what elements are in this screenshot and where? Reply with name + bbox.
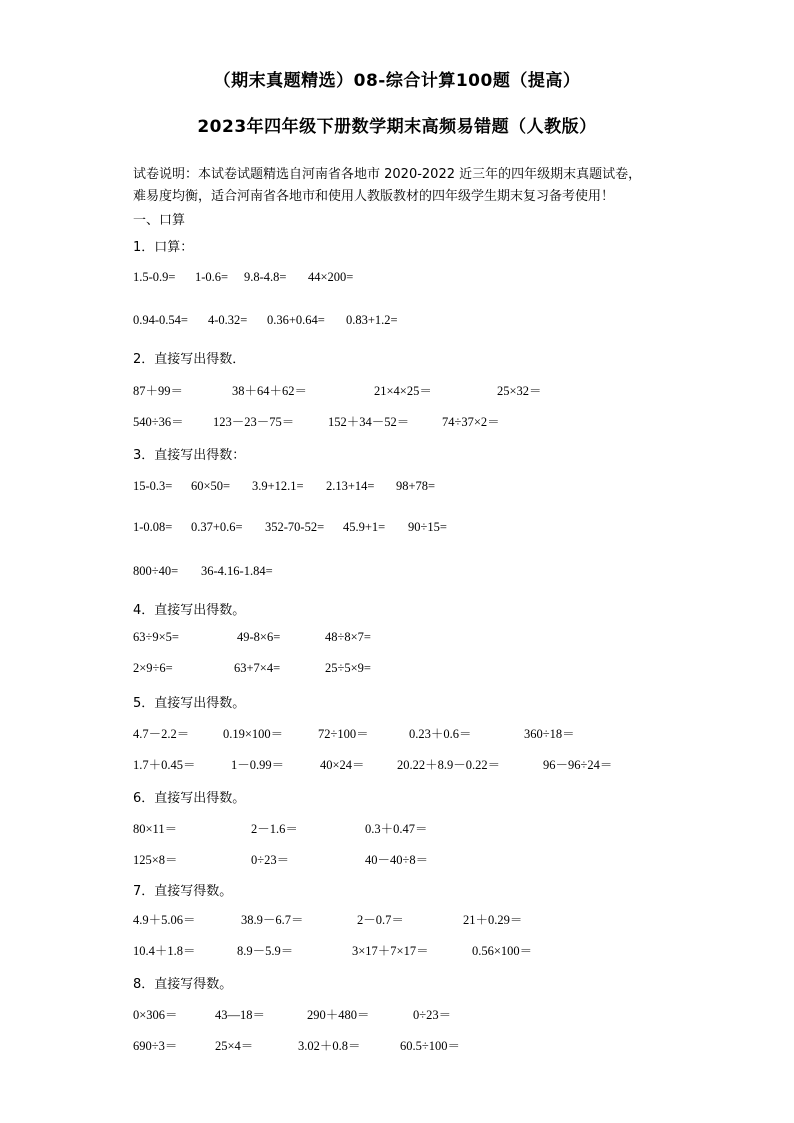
problem: 1－0.99＝ — [231, 758, 285, 772]
problem: 38＋64＋62＝ — [232, 384, 308, 398]
problem: 1.7＋0.45＝ — [133, 758, 196, 772]
problem: 36-4.16-1.84= — [201, 564, 273, 578]
problem: 0.19×100＝ — [223, 727, 284, 741]
problem: 9.8-4.8= — [244, 270, 287, 284]
problem: 96－96÷24＝ — [543, 758, 613, 772]
problem: 25÷5×9= — [325, 661, 371, 675]
problem: 1-0.08= — [133, 520, 173, 534]
problem: 540÷36＝ — [133, 415, 184, 429]
problem: 21＋0.29＝ — [463, 913, 523, 927]
question-title: 3．直接写出得数： — [133, 448, 246, 463]
problem: 800÷40= — [133, 564, 179, 578]
problem: 45.9+1= — [343, 520, 386, 534]
problem: 15-0.3= — [133, 479, 173, 493]
problem: 74÷37×2＝ — [442, 415, 500, 429]
problem: 2×9÷6= — [133, 661, 173, 675]
problem: 63+7×4= — [234, 661, 281, 675]
problem: 60×50= — [191, 479, 231, 493]
question-title: 5．直接写出得数。 — [133, 696, 246, 711]
exam-note — [133, 164, 673, 208]
problem: 0.3＋0.47＝ — [365, 822, 428, 836]
problem: 0×306＝ — [133, 1008, 178, 1022]
problem: 48÷8×7= — [325, 630, 371, 644]
problem: 360÷18＝ — [524, 727, 575, 741]
problem: 1-0.6= — [195, 270, 229, 284]
problem: 0.36+0.64= — [267, 313, 325, 327]
problem: 40×24＝ — [320, 758, 365, 772]
problem: 38.9－6.7＝ — [241, 913, 304, 927]
problem: 690÷3＝ — [133, 1039, 178, 1053]
problem: 0÷23＝ — [251, 853, 290, 867]
problem: 290＋480＝ — [307, 1008, 370, 1022]
problem: 3×17＋7×17＝ — [352, 944, 429, 958]
note-line-1: 试卷说明：本试卷试题精选自河南省各地市 2020-2022 近三年的四年级期末真题试卷， — [133, 167, 642, 182]
question-title: 8．直接写得数。 — [133, 977, 233, 992]
problem: 8.9－5.9＝ — [237, 944, 294, 958]
title-line-2: 2023年四年级下册数学期末高频易错题（人教版） — [197, 117, 597, 137]
problem: 4.9＋5.06＝ — [133, 913, 196, 927]
problem: 98+78= — [396, 479, 436, 493]
problem: 43—18＝ — [215, 1008, 266, 1022]
problem: 4.7－2.2＝ — [133, 727, 190, 741]
problem: 72÷100＝ — [318, 727, 369, 741]
problem: 2－0.7＝ — [357, 913, 404, 927]
problem: 2－1.6＝ — [251, 822, 298, 836]
problem: 123－23－75＝ — [213, 415, 295, 429]
problem: 80×11＝ — [133, 822, 178, 836]
problem: 0.94-0.54= — [133, 313, 188, 327]
problem: 3.9+12.1= — [252, 479, 304, 493]
question-title: 4．直接写出得数。 — [133, 603, 246, 618]
problem: 152＋34－52＝ — [328, 415, 410, 429]
problem: 90÷15= — [408, 520, 447, 534]
problem: 0÷23＝ — [413, 1008, 452, 1022]
problem: 3.02＋0.8＝ — [298, 1039, 361, 1053]
question-title: 2．直接写出得数． — [133, 352, 246, 367]
problem: 63÷9×5= — [133, 630, 179, 644]
question-title: 7．直接写得数。 — [133, 884, 233, 899]
problem: 25×4＝ — [215, 1039, 254, 1053]
problem: 4-0.32= — [208, 313, 248, 327]
problem: 0.23＋0.6＝ — [409, 727, 472, 741]
problem: 352-70-52= — [265, 520, 325, 534]
problem: 60.5÷100＝ — [400, 1039, 460, 1053]
problem: 44×200= — [308, 270, 354, 284]
problem: 40－40÷8＝ — [365, 853, 429, 867]
section-heading: 一、口算 — [133, 213, 186, 228]
problem: 21×4×25＝ — [374, 384, 432, 398]
problem: 10.4＋1.8＝ — [133, 944, 196, 958]
problem: 0.83+1.2= — [346, 313, 398, 327]
problem: 0.37+0.6= — [191, 520, 243, 534]
question-title: 6．直接写出得数。 — [133, 791, 246, 806]
problem: 87＋99＝ — [133, 384, 184, 398]
problem: 0.56×100＝ — [472, 944, 533, 958]
title-line-1: （期末真题精选）08-综合计算100题（提高） — [213, 71, 581, 91]
problem: 2.13+14= — [326, 479, 375, 493]
problem: 125×8＝ — [133, 853, 178, 867]
problem: 1.5-0.9= — [133, 270, 176, 284]
question-title: 1．口算： — [133, 240, 194, 255]
problem: 20.22＋8.9－0.22＝ — [397, 758, 501, 772]
problem: 25×32＝ — [497, 384, 542, 398]
problem: 49-8×6= — [237, 630, 281, 644]
note-line-2: 难易度均衡，适合河南省各地市和使用人教版教材的四年级学生期末复习备考使用！ — [133, 189, 615, 204]
